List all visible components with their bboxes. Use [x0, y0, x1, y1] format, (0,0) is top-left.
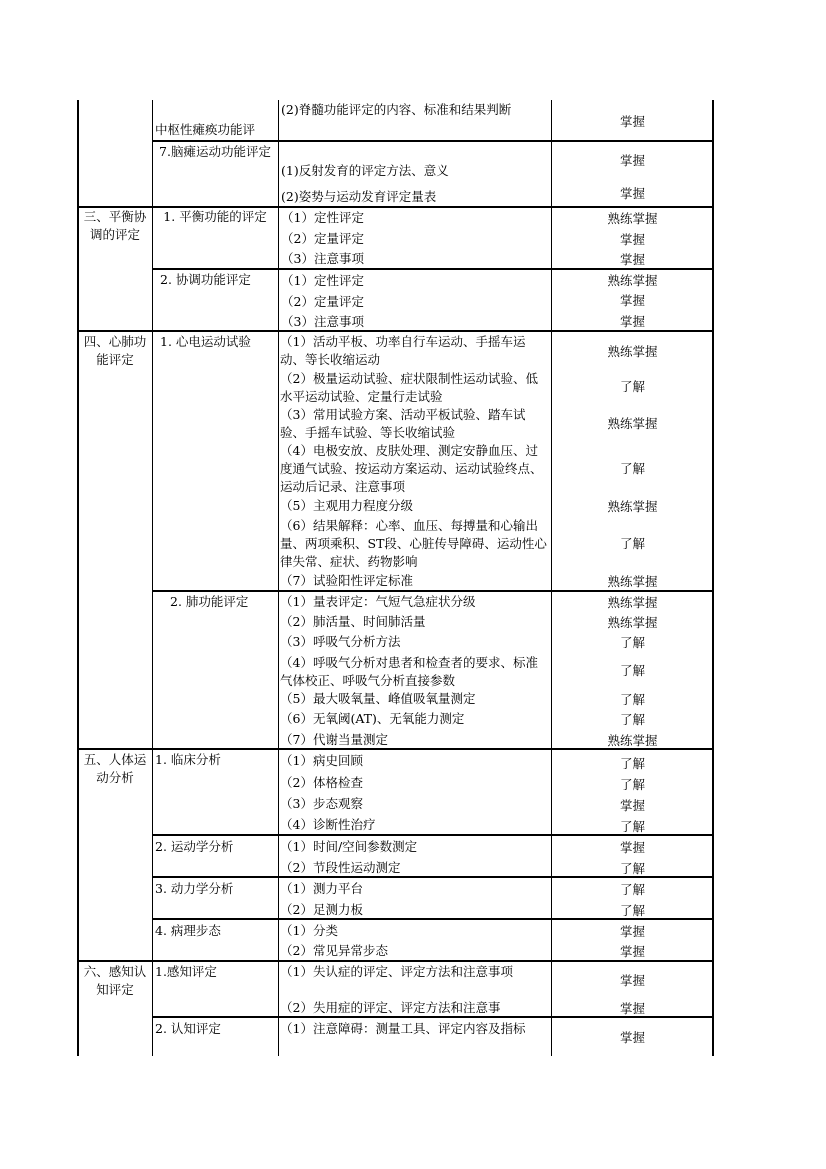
s3-g1-level1: 熟练掌握 [607, 211, 658, 226]
s4-g2-item1: （1）量表评定：气短气急症状分级 [280, 594, 476, 609]
s5-g2-level1: 掌握 [619, 840, 645, 855]
s3-g2-level3: 掌握 [619, 314, 645, 329]
s5-g2-title: 2. 运动学分析 [155, 839, 234, 854]
s3-g1-item3: （3）注意事项 [281, 251, 364, 266]
s5-g1-item4: （4）诊断性治疗 [280, 817, 376, 832]
s4-g1-level3: 熟练掌握 [607, 416, 658, 431]
s4-g2-level2: 熟练掌握 [607, 615, 658, 630]
row2-level1: 掌握 [619, 153, 645, 168]
s5-g1-title: 1. 临床分析 [155, 752, 221, 767]
s3-g1-level3: 掌握 [619, 252, 645, 267]
s4-g1-item1: （1）活动平板、功率自行车运动、手摇车运动、等长收缩运动 [280, 334, 526, 367]
s5-g1-level1: 了解 [619, 756, 645, 771]
row2-item1: (1)反射发育的评定方法、意义 [281, 163, 449, 178]
border-left [77, 100, 79, 1056]
row1-col2: 中枢性瘫痪功能评 [155, 122, 256, 137]
row1-col3: (2)脊髓功能评定的内容、标准和结果判断 [281, 102, 512, 117]
border-col3 [278, 100, 279, 1056]
s4-g1-title: 1. 心电运动试验 [160, 334, 251, 349]
s5-g4-title: 4. 病理步态 [155, 923, 221, 938]
s5-g3-item2: （2）足测力板 [280, 902, 363, 917]
s4-g2-level4: 了解 [619, 663, 645, 678]
s5-g3-item1: （1）测力平台 [280, 881, 363, 896]
s4-g1-item5: （5）主观用力程度分级 [280, 498, 413, 513]
s4-g2-item6: （6）无氧阈(AT)、无氧能力测定 [280, 711, 465, 726]
s4-g2-title: 2. 肺功能评定 [170, 594, 249, 609]
row1-level: 掌握 [619, 114, 645, 129]
s5-title: 五、人体运动分析 [83, 752, 147, 785]
s5-g1-level2: 了解 [619, 777, 645, 792]
s5-g3-level1: 了解 [619, 882, 645, 897]
s5-g3-title: 3. 动力学分析 [155, 881, 234, 896]
s3-g2-level1: 熟练掌握 [607, 273, 658, 288]
s6-g1-title: 1.感知评定 [155, 964, 217, 979]
s4-g1-item3: （3）常用试验方案、活动平板试验、踏车试验、手摇车试验、等长收缩试验 [280, 407, 526, 440]
s4-g1-level1: 熟练掌握 [607, 344, 658, 359]
row2-item2: (2)姿势与运动发育评定量表 [281, 189, 437, 204]
s4-g2-item3: （3）呼吸气分析方法 [280, 634, 401, 649]
s5-g2-item2: （2）节段性运动测定 [280, 860, 401, 875]
s5-g3-level2: 了解 [619, 903, 645, 918]
border-right [712, 100, 714, 1056]
s4-g2-item5: （5）最大吸氧量、峰值吸氧量测定 [280, 691, 476, 706]
s4-g2-level1: 熟练掌握 [607, 595, 658, 610]
row2-col2: 7.脑瘫运动功能评定 [159, 144, 271, 159]
s4-title: 四、心肺功能评定 [83, 334, 147, 367]
s4-g1-level4: 了解 [619, 461, 645, 476]
s5-g4-level2: 掌握 [619, 944, 645, 959]
s6-g2-item1: （1）注意障碍：测量工具、评定内容及指标 [280, 1021, 526, 1036]
s6-g2-level1: 掌握 [619, 1030, 645, 1045]
s6-g1-item2: （2）失用症的评定、评定方法和注意事 [280, 1000, 501, 1015]
s4-g1-level7: 熟练掌握 [607, 574, 658, 589]
s4-g2-level5: 了解 [619, 692, 645, 707]
s6-g1-level2: 掌握 [619, 1001, 645, 1016]
s3-g2-item1: （1）定性评定 [281, 273, 364, 288]
s3-g1-title: 1. 平衡功能的评定 [163, 209, 267, 224]
s4-g1-level6: 了解 [619, 536, 645, 551]
s6-g1-item1: （1）失认症的评定、评定方法和注意事项 [280, 964, 513, 979]
s4-g1-item2: （2）极量运动试验、症状限制性运动试验、低水平运动试验、定量行走试验 [280, 371, 538, 404]
s4-g2-level7: 熟练掌握 [607, 733, 658, 748]
s4-g1-level5: 熟练掌握 [607, 499, 658, 514]
s3-g2-level2: 掌握 [619, 293, 645, 308]
border-col4 [551, 100, 552, 1056]
row2-level2: 掌握 [619, 186, 645, 201]
s4-g2-item2: （2）肺活量、时间肺活量 [280, 614, 426, 629]
s5-g4-level1: 掌握 [619, 924, 645, 939]
rule-r1-bottom [152, 140, 714, 142]
s5-g4-item1: （1）分类 [280, 923, 338, 938]
s4-g1-level2: 了解 [619, 379, 645, 394]
s4-g1-item7: （7）试验阳性评定标准 [280, 573, 413, 588]
s4-g2-level3: 了解 [619, 635, 645, 650]
s5-g4-item2: （2）常见异常步态 [280, 943, 388, 958]
s5-g1-item3: （3）步态观察 [280, 796, 363, 811]
s6-g1-level1: 掌握 [619, 973, 645, 988]
s4-g1-item4: （4）电极安放、皮肤处理、测定安静血压、过度通气试验、按运动方案运动、运动试验终点、运动后记录、注意事项 [280, 443, 543, 494]
s5-g1-item2: （2）体格检查 [280, 775, 363, 790]
s4-g2-item4: （4）呼吸气分析对患者和检查者的要求、标准气体校正、呼吸气分析直接参数 [280, 655, 538, 688]
s3-g2-item2: （2）定量评定 [281, 294, 364, 309]
s5-g2-level2: 了解 [619, 861, 645, 876]
border-col2 [152, 100, 153, 1056]
s3-g1-level2: 掌握 [619, 232, 645, 247]
s3-g1-item2: （2）定量评定 [281, 231, 364, 246]
s6-title: 六、感知认知评定 [83, 964, 147, 997]
s6-g2-title: 2. 认知评定 [155, 1021, 221, 1036]
s5-g1-item1: （1）病史回顾 [280, 753, 363, 768]
s3-g2-item3: （3）注意事项 [281, 314, 364, 329]
s5-g1-level4: 了解 [619, 819, 645, 834]
s4-g1-item6: （6）结果解释：心率、血压、每搏量和心输出量、两项乘积、ST段、心脏传导障碍、运动性心律失常、症状、药物影响 [280, 518, 547, 569]
s4-g2-level6: 了解 [619, 712, 645, 727]
s3-g1-item1: （1）定性评定 [281, 210, 364, 225]
s5-g1-level3: 掌握 [619, 798, 645, 813]
s4-g2-item7: （7）代谢当量测定 [280, 732, 388, 747]
s3-g2-title: 2. 协调功能评定 [160, 272, 251, 287]
s3-title: 三、平衡协调的评定 [83, 209, 147, 242]
s5-g2-item1: （1）时间/空间参数测定 [280, 839, 418, 854]
